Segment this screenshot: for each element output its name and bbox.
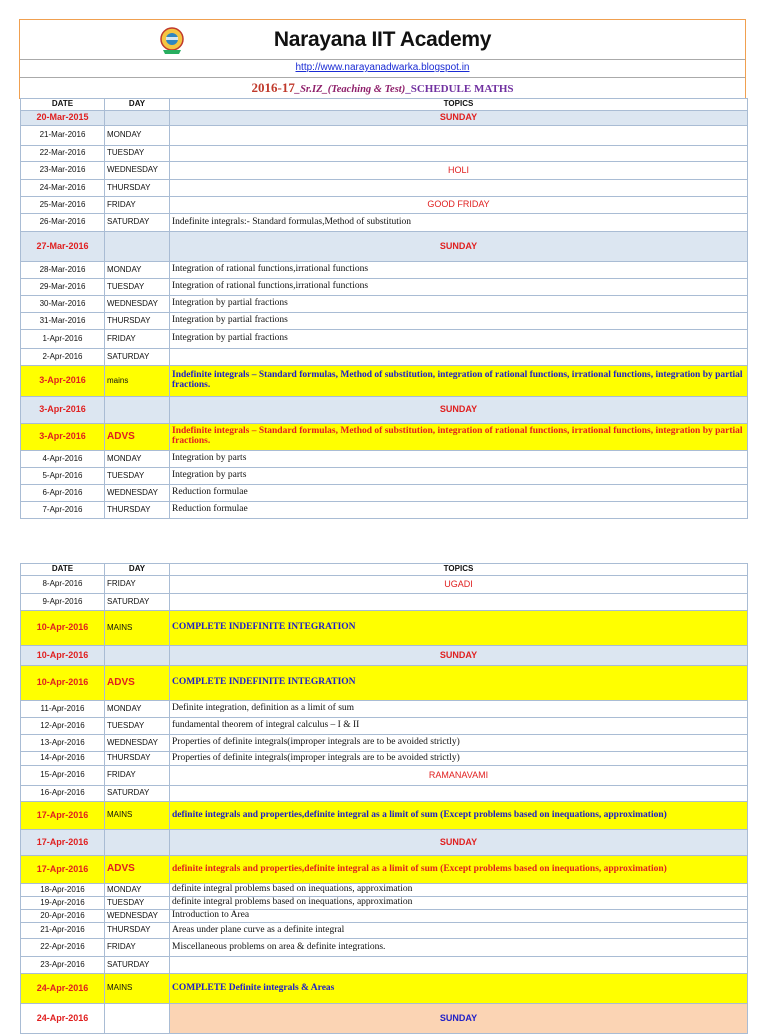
topic-cell: Indefinite integrals – Standard formulas, Method of substitution, integration of rational functions, irrational functions, integration by partial fractions.	[170, 366, 748, 397]
date-cell: 5-Apr-2016	[21, 468, 105, 485]
topics-column-header: TOPICS	[170, 564, 748, 576]
table-row	[21, 786, 748, 802]
date-cell: 12-Apr-2016	[21, 718, 105, 735]
date-cell: 9-Apr-2016	[21, 594, 105, 611]
topic-cell: SUNDAY	[170, 1004, 748, 1034]
day-cell: THURSDAY	[105, 752, 170, 766]
day-cell: FRIDAY	[105, 939, 170, 957]
date-cell: 24-Apr-2016	[21, 1004, 105, 1034]
day-cell: mains	[105, 366, 170, 397]
date-cell: 11-Apr-2016	[21, 701, 105, 718]
day-cell: MAINS	[105, 611, 170, 646]
day-cell: THURSDAY	[105, 923, 170, 939]
date-cell: 20-Mar-2015	[21, 111, 105, 126]
date-cell: 2-Apr-2016	[21, 349, 105, 366]
day-cell: THURSDAY	[105, 180, 170, 197]
date-cell: 1-Apr-2016	[21, 330, 105, 349]
date-cell: 10-Apr-2016	[21, 666, 105, 701]
topic-cell: Reduction formulae	[170, 502, 748, 519]
day-cell: FRIDAY	[105, 197, 170, 214]
academy-title: Narayana IIT Academy	[273, 28, 492, 51]
day-cell	[105, 646, 170, 666]
day-column-header: DAY	[105, 564, 170, 576]
date-cell: 26-Mar-2016	[21, 214, 105, 232]
day-cell: WEDNESDAY	[105, 485, 170, 502]
day-cell	[105, 111, 170, 126]
topic-cell: Introduction to Area	[170, 910, 748, 923]
topic-cell: COMPLETE INDEFINITE INTEGRATION	[170, 666, 748, 701]
table-row	[21, 126, 748, 146]
day-cell: TUESDAY	[105, 468, 170, 485]
day-column-header: DAY	[105, 99, 170, 111]
day-cell: MONDAY	[105, 262, 170, 279]
table-row	[21, 262, 748, 279]
date-cell: 21-Mar-2016	[21, 126, 105, 146]
date-cell: 16-Apr-2016	[21, 786, 105, 802]
date-cell: 22-Apr-2016	[21, 939, 105, 957]
date-cell: 13-Apr-2016	[21, 735, 105, 752]
topic-cell: UGADI	[170, 576, 748, 594]
table-row	[21, 424, 748, 451]
day-cell: THURSDAY	[105, 313, 170, 330]
table-row	[21, 884, 748, 897]
date-cell: 3-Apr-2016	[21, 424, 105, 451]
table-header-row	[21, 99, 748, 111]
table-row	[21, 214, 748, 232]
date-cell: 17-Apr-2016	[21, 830, 105, 856]
date-cell: 17-Apr-2016	[21, 802, 105, 830]
table-row	[21, 830, 748, 856]
day-cell: ADVS	[105, 856, 170, 884]
topic-cell: Indefinite integrals – Standard formulas, Method of substitution, integration of rational functions, irrational functions, integration by partial fractions.	[170, 424, 748, 451]
table-row	[21, 502, 748, 519]
table-row	[21, 1004, 748, 1034]
topic-cell: SUNDAY	[170, 646, 748, 666]
date-cell: 19-Apr-2016	[21, 897, 105, 910]
table-row	[21, 313, 748, 330]
table-row	[21, 366, 748, 397]
topic-cell: Integration by partial fractions	[170, 313, 748, 330]
day-cell: FRIDAY	[105, 576, 170, 594]
date-cell: 30-Mar-2016	[21, 296, 105, 313]
topic-cell: definite integral problems based on inequations, approximation	[170, 897, 748, 910]
table-row	[21, 451, 748, 468]
topic-cell	[170, 957, 748, 974]
table-row	[21, 146, 748, 162]
table-row	[21, 701, 748, 718]
day-cell: SATURDAY	[105, 786, 170, 802]
table-row	[21, 279, 748, 296]
day-cell: MAINS	[105, 802, 170, 830]
schedule-batch: _Sr.IZ_(Teaching & Test)	[294, 84, 406, 95]
day-cell: SATURDAY	[105, 957, 170, 974]
table-row	[21, 939, 748, 957]
day-cell: THURSDAY	[105, 502, 170, 519]
table-row	[21, 666, 748, 701]
schedule-title	[20, 80, 745, 96]
topic-cell: GOOD FRIDAY	[170, 197, 748, 214]
table-row	[21, 718, 748, 735]
day-cell: FRIDAY	[105, 330, 170, 349]
date-cell: 28-Mar-2016	[21, 262, 105, 279]
date-cell: 20-Apr-2016	[21, 910, 105, 923]
date-cell: 29-Mar-2016	[21, 279, 105, 296]
topic-cell: Miscellaneous problems on area & definite integrations.	[170, 939, 748, 957]
topic-cell: fundamental theorem of integral calculus – I & II	[170, 718, 748, 735]
date-cell: 10-Apr-2016	[21, 611, 105, 646]
table-row	[21, 752, 748, 766]
topic-cell: definite integrals and properties,definite integral as a limit of sum (Except problems based on inequations, approximation)	[170, 802, 748, 830]
table-row	[21, 485, 748, 502]
table-row	[21, 232, 748, 262]
table-row	[21, 162, 748, 180]
date-cell: 25-Mar-2016	[21, 197, 105, 214]
date-column-header: DATE	[21, 99, 105, 111]
table-row	[21, 923, 748, 939]
day-cell: MONDAY	[105, 451, 170, 468]
topic-cell: Properties of definite integrals(improper integrals are to be avoided strictly)	[170, 735, 748, 752]
day-cell: FRIDAY	[105, 766, 170, 786]
day-cell	[105, 830, 170, 856]
table-row	[21, 468, 748, 485]
date-cell: 21-Apr-2016	[21, 923, 105, 939]
day-cell: SATURDAY	[105, 594, 170, 611]
schedule-subject: _SCHEDULE MATHS	[405, 83, 514, 95]
day-cell: WEDNESDAY	[105, 910, 170, 923]
day-cell	[105, 232, 170, 262]
topic-cell: COMPLETE Definite integrals & Areas	[170, 974, 748, 1004]
topic-cell: Indefinite integrals:- Standard formulas,Method of substitution	[170, 214, 748, 232]
date-cell: 27-Mar-2016	[21, 232, 105, 262]
day-cell: MAINS	[105, 974, 170, 1004]
table-row	[21, 974, 748, 1004]
date-cell: 3-Apr-2016	[21, 366, 105, 397]
topic-cell: Integration by partial fractions	[170, 330, 748, 349]
table-row	[21, 802, 748, 830]
topic-cell: HOLI	[170, 162, 748, 180]
date-cell: 23-Apr-2016	[21, 957, 105, 974]
topic-cell: Integration of rational functions,irrational functions	[170, 279, 748, 296]
day-cell: ADVS	[105, 424, 170, 451]
topic-cell: RAMANAVAMI	[170, 766, 748, 786]
table-row	[21, 296, 748, 313]
topic-cell: Properties of definite integrals(improper integrals are to be avoided strictly)	[170, 752, 748, 766]
topic-cell: Integration of rational functions,irrational functions	[170, 262, 748, 279]
table-row	[21, 910, 748, 923]
day-cell: WEDNESDAY	[105, 296, 170, 313]
date-column-header: DATE	[21, 564, 105, 576]
table-row	[21, 397, 748, 424]
date-cell: 3-Apr-2016	[21, 397, 105, 424]
page-header	[19, 19, 746, 99]
day-cell: TUESDAY	[105, 146, 170, 162]
schedule-table-2	[20, 563, 748, 1034]
topic-cell: definite integrals and properties,definite integral as a limit of sum (Except problems based on inequations, approximation)	[170, 856, 748, 884]
topic-cell: SUNDAY	[170, 830, 748, 856]
topic-cell	[170, 786, 748, 802]
day-cell	[105, 1004, 170, 1034]
date-cell: 17-Apr-2016	[21, 856, 105, 884]
topic-cell: SUNDAY	[170, 111, 748, 126]
topic-cell: COMPLETE INDEFINITE INTEGRATION	[170, 611, 748, 646]
divider	[20, 59, 745, 60]
date-cell: 8-Apr-2016	[21, 576, 105, 594]
table-row	[21, 766, 748, 786]
topic-cell	[170, 146, 748, 162]
topic-cell: Integration by parts	[170, 451, 748, 468]
date-cell: 23-Mar-2016	[21, 162, 105, 180]
date-cell: 7-Apr-2016	[21, 502, 105, 519]
table-row	[21, 735, 748, 752]
topic-cell: SUNDAY	[170, 232, 748, 262]
table-row	[21, 180, 748, 197]
date-cell: 31-Mar-2016	[21, 313, 105, 330]
day-cell: WEDNESDAY	[105, 735, 170, 752]
topics-column-header: TOPICS	[170, 99, 748, 111]
date-cell: 6-Apr-2016	[21, 485, 105, 502]
topic-cell: Integration by partial fractions	[170, 296, 748, 313]
day-cell: TUESDAY	[105, 897, 170, 910]
topic-cell: Integration by parts	[170, 468, 748, 485]
table-row	[21, 197, 748, 214]
table-row	[21, 897, 748, 910]
day-cell: MONDAY	[105, 884, 170, 897]
date-cell: 24-Mar-2016	[21, 180, 105, 197]
date-cell: 22-Mar-2016	[21, 146, 105, 162]
topic-cell	[170, 349, 748, 366]
table-row	[21, 611, 748, 646]
topic-cell: Reduction formulae	[170, 485, 748, 502]
date-cell: 24-Apr-2016	[21, 974, 105, 1004]
date-cell: 4-Apr-2016	[21, 451, 105, 468]
day-cell: MONDAY	[105, 701, 170, 718]
day-cell: SATURDAY	[105, 349, 170, 366]
day-cell: WEDNESDAY	[105, 162, 170, 180]
day-cell: MONDAY	[105, 126, 170, 146]
day-cell: ADVS	[105, 666, 170, 701]
table-row	[21, 594, 748, 611]
table-row	[21, 349, 748, 366]
blog-link[interactable]: http://www.narayanadwarka.blogspot.in	[295, 62, 470, 73]
date-cell: 14-Apr-2016	[21, 752, 105, 766]
topic-cell: definite integral problems based on inequations, approximation	[170, 884, 748, 897]
date-cell: 18-Apr-2016	[21, 884, 105, 897]
date-cell: 15-Apr-2016	[21, 766, 105, 786]
topic-cell: SUNDAY	[170, 397, 748, 424]
topic-cell	[170, 126, 748, 146]
table-row	[21, 856, 748, 884]
topic-cell	[170, 594, 748, 611]
table-row	[21, 646, 748, 666]
table-row	[21, 111, 748, 126]
topic-cell: Definite integration, definition as a limit of sum	[170, 701, 748, 718]
schedule-year: 2016-17	[251, 80, 295, 95]
schedule-table-1	[20, 98, 748, 519]
table-header-row	[21, 564, 748, 576]
table-row	[21, 576, 748, 594]
day-cell: SATURDAY	[105, 214, 170, 232]
table-row	[21, 957, 748, 974]
date-cell: 10-Apr-2016	[21, 646, 105, 666]
day-cell: TUESDAY	[105, 279, 170, 296]
topic-cell: Areas under plane curve as a definite integral	[170, 923, 748, 939]
table-row	[21, 330, 748, 349]
day-cell: TUESDAY	[105, 718, 170, 735]
divider	[20, 77, 745, 78]
day-cell	[105, 397, 170, 424]
topic-cell	[170, 180, 748, 197]
